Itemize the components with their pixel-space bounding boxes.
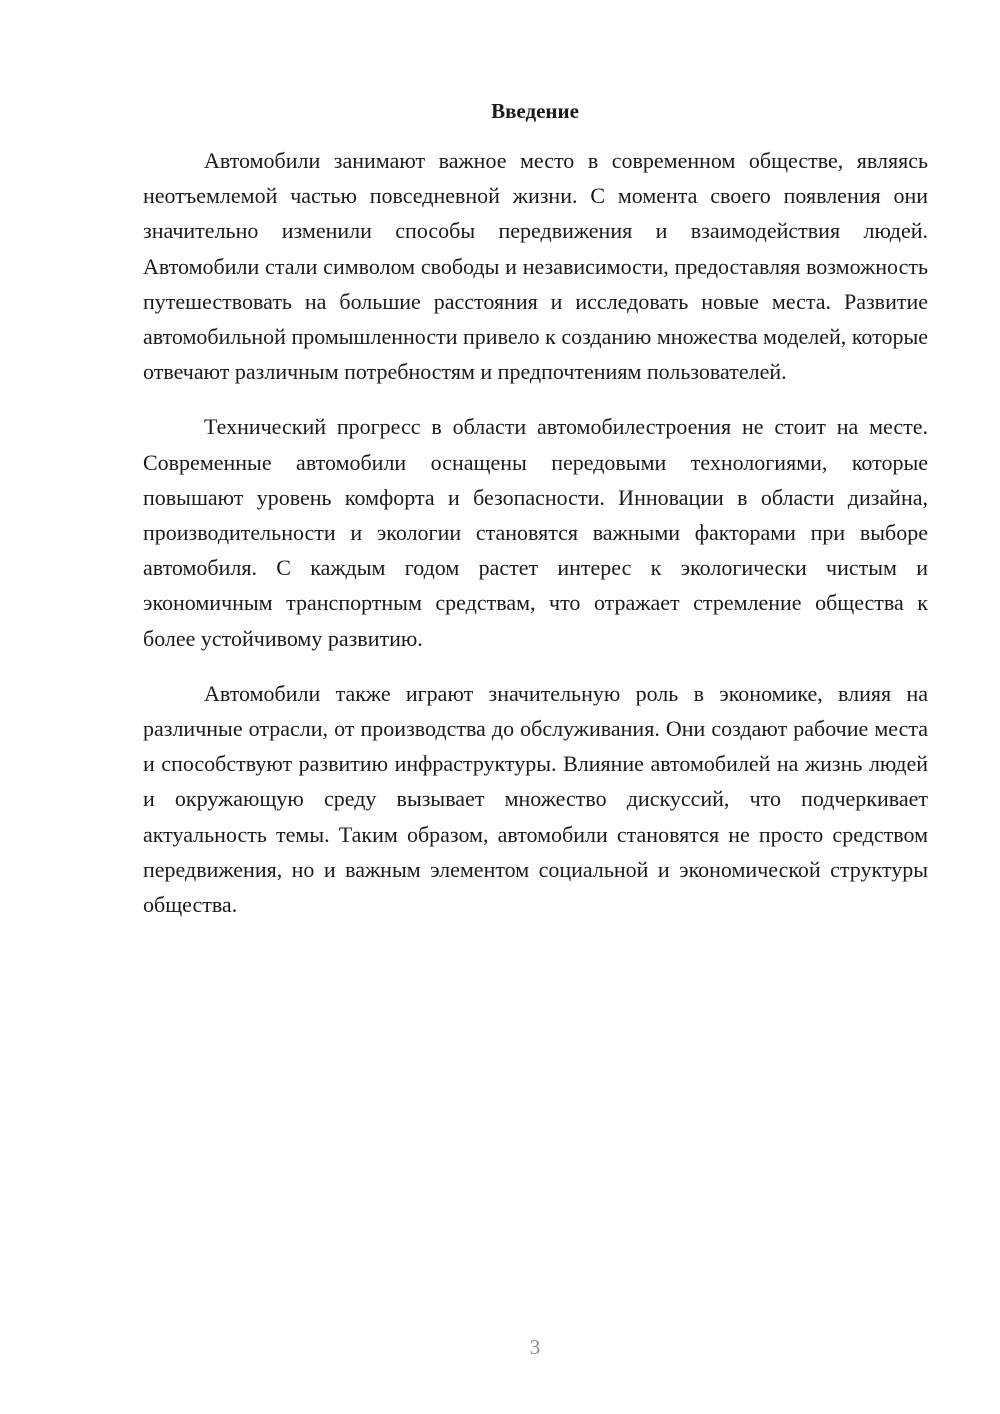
paragraph-2: Технический прогресс в области автомобилестроения не стоит на месте. Современные автомобили оснащены передовыми технологиями, которые повышают уровень комфорта и безопасности. Инновации в области дизайна, производительности и экологии становятся важными факторами при выборе автомобиля. С каждым годом растет интерес к экологически чистым и экономичным транспортным средствам, что отражает стремление общества к более устойчивому развитию.: [143, 414, 928, 651]
page-number: 3: [529, 1335, 541, 1359]
body-text: [143, 143, 928, 942]
paragraph-3: Автомобили также играют значительную роль в экономике, влияя на различные отрасли, от производства до обслуживания. Они создают рабочие места и способствуют развитию инфраструктуры. Влияние автомобилей на жизнь людей и окружающую среду вызывает множество дискуссий, что подчеркивает актуальность темы. Таким образом, автомобили становятся не просто средством передвижения, но и важным элементом социальной и экономической структуры общества.: [143, 680, 928, 918]
paragraph-1: Автомобили занимают важное место в современном обществе, являясь неотъемлемой частью повседневной жизни. С момента своего появления они значительно изменили способы передвижения и взаимодействия людей. Автомобили стали символом свободы и независимости, предоставляя возможность путешествовать на большие расстояния и исследовать новые места. Развитие автомобильной промышленности привело к созданию множества моделей, которые отвечают различным потребностям и предпочтениям пользователей.: [143, 148, 928, 385]
section-heading: Введение: [491, 99, 579, 123]
